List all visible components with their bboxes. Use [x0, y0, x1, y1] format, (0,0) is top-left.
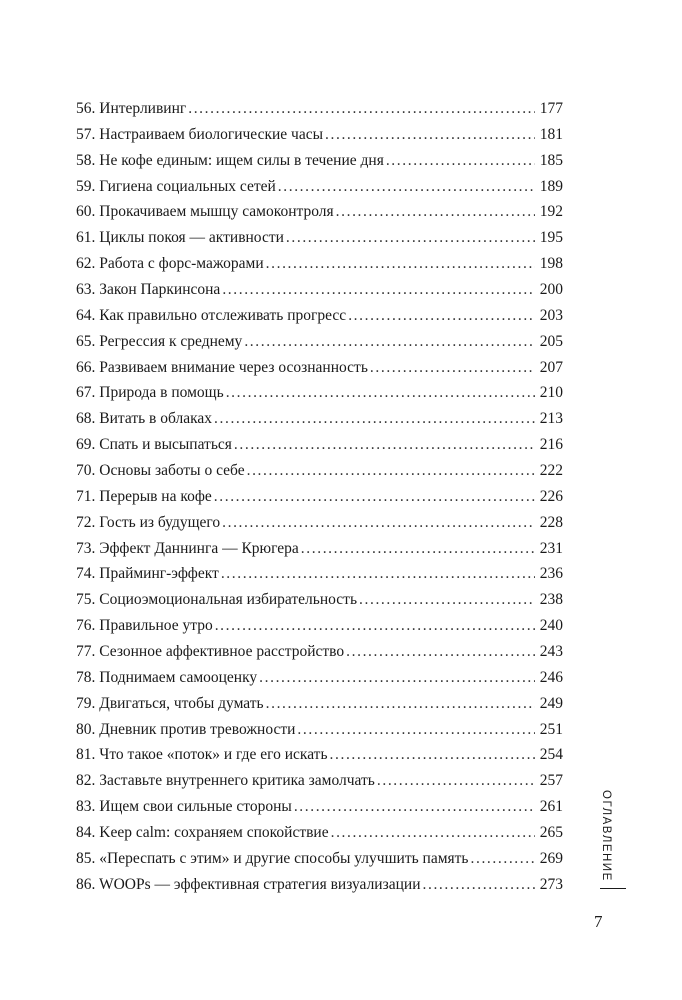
- toc-entry: [76, 536, 563, 562]
- toc-entry: [76, 148, 563, 174]
- toc-entry-title: 56. Интерливинг: [76, 100, 187, 117]
- toc-entry-page: 269: [539, 849, 563, 867]
- toc-entry-title: 83. Ищем свои сильные стороны: [76, 798, 292, 816]
- toc-entry: [76, 458, 563, 484]
- dot-leader: [259, 665, 535, 691]
- toc-entry-page: 207: [539, 358, 563, 376]
- toc-entry-page: 216: [539, 436, 563, 454]
- toc-entry-title: 67. Природа в помощь: [76, 384, 224, 402]
- dot-leader: [471, 846, 536, 872]
- toc-entry: [76, 846, 563, 872]
- dot-leader: [346, 639, 535, 665]
- toc-entry: [76, 303, 563, 329]
- toc-entry-page: 189: [539, 177, 563, 195]
- toc-entry: [76, 122, 563, 148]
- dot-leader: [247, 458, 535, 484]
- toc-entry: [76, 742, 563, 768]
- toc-entry-title: 84. Keep calm: сохраняем спокойствие: [76, 824, 329, 842]
- toc-entry: [76, 587, 563, 613]
- running-head: ОГЛАВЛЕНИЕ: [600, 790, 612, 882]
- table-of-contents: [76, 96, 563, 898]
- dot-leader: [222, 277, 535, 303]
- dot-leader: [294, 794, 535, 820]
- toc-entry-page: 200: [539, 281, 563, 299]
- dot-leader: [331, 820, 535, 846]
- dot-leader: [377, 768, 535, 794]
- toc-entry: [76, 96, 563, 122]
- toc-entry-page: 181: [539, 125, 563, 143]
- toc-entry: [76, 872, 563, 898]
- toc-entry-page: 273: [539, 875, 563, 893]
- toc-entry-page: 254: [539, 746, 563, 764]
- dot-leader: [214, 406, 535, 432]
- toc-entry-page: 243: [539, 643, 563, 661]
- dot-leader: [370, 355, 535, 381]
- dot-leader: [301, 536, 535, 562]
- toc-entry-page: 198: [539, 255, 563, 273]
- toc-entry: [76, 510, 563, 536]
- toc-entry-title: 79. Двигаться, чтобы думать: [76, 694, 264, 712]
- dot-leader: [423, 872, 536, 898]
- toc-entry-title: 69. Спать и высыпаться: [76, 436, 232, 454]
- toc-entry: [76, 199, 563, 225]
- toc-entry-page: 228: [539, 513, 563, 531]
- toc-entry-title: 66. Развиваем внимание через осознанность: [76, 358, 368, 376]
- dot-leader: [359, 587, 535, 613]
- toc-entry-page: 226: [539, 487, 563, 505]
- running-head-rule: [600, 888, 626, 889]
- toc-entry-page: 251: [539, 720, 563, 738]
- dot-leader: [348, 303, 535, 329]
- toc-entry-title: 74. Прайминг-эффект: [76, 565, 219, 583]
- toc-entry-page: 261: [539, 798, 563, 816]
- toc-entry: [76, 561, 563, 587]
- toc-entry-title: 85. «Переспать с этим» и другие способы улучшить память: [76, 849, 469, 867]
- dot-leader: [226, 380, 535, 406]
- toc-entry-title: 75. Социоэмоциональная избирательность: [76, 591, 358, 609]
- toc-entry: [76, 794, 563, 820]
- toc-entry: [76, 639, 563, 665]
- toc-entry-page: 249: [539, 694, 563, 712]
- toc-entry-title: 81. Что такое «поток» и где его искать: [76, 746, 328, 764]
- toc-entry-page: 222: [539, 462, 563, 480]
- toc-entry: [76, 406, 563, 432]
- dot-leader: [244, 329, 535, 355]
- toc-entry-page: 210: [539, 384, 563, 402]
- dot-leader: [286, 225, 535, 251]
- toc-entry-title: 62. Работа с форс-мажорами: [76, 255, 264, 273]
- page-number: 7: [594, 912, 603, 931]
- toc-entry: [76, 277, 563, 303]
- toc-entry-page: 213: [539, 410, 563, 428]
- toc-entry: [76, 691, 563, 717]
- dot-leader: [214, 484, 535, 510]
- toc-entry-title: 59. Гигиена социальных сетей: [76, 177, 276, 195]
- toc-entry-title: 63. Закон Паркинсона: [76, 281, 221, 299]
- toc-entry-title: 64. Как правильно отслеживать прогресс: [76, 306, 347, 324]
- toc-entry-title: 57. Настраиваем биологические часы: [76, 125, 324, 143]
- toc-entry-title: 78. Поднимаем самооценку: [76, 668, 258, 686]
- toc-entry-page: 236: [539, 565, 563, 583]
- toc-entry-title: 72. Гость из будущего: [76, 513, 221, 531]
- toc-entry: [76, 717, 563, 743]
- toc-entry-page: 185: [539, 151, 563, 169]
- toc-entry: [76, 768, 563, 794]
- toc-entry-title: 68. Витать в облаках: [76, 410, 213, 428]
- toc-entry: [76, 355, 563, 381]
- dot-leader: [215, 613, 535, 639]
- toc-entry: [76, 820, 563, 846]
- toc-entry-page: 195: [539, 229, 563, 247]
- toc-entry-title: 82. Заставьте внутреннего критика замолчать: [76, 772, 375, 790]
- dot-leader: [278, 174, 535, 200]
- dot-leader: [325, 122, 535, 148]
- toc-entry: [76, 174, 563, 200]
- toc-entry-title: 60. Прокачиваем мышцу самоконтроля: [76, 203, 334, 221]
- toc-entry-title: 76. Правильное утро: [76, 617, 213, 635]
- dot-leader: [266, 251, 535, 277]
- toc-entry: [76, 380, 563, 406]
- dot-leader: [297, 717, 535, 743]
- toc-entry-page: 246: [539, 668, 563, 686]
- toc-entry-title: 65. Регрессия к среднему: [76, 332, 243, 350]
- toc-entry-title: 61. Циклы покоя — активности: [76, 229, 284, 247]
- toc-entry-title: 73. Эффект Даннинга — Крюгера: [76, 539, 299, 557]
- toc-entry: [76, 613, 563, 639]
- toc-entry: [76, 225, 563, 251]
- toc-entry-title: 77. Сезонное аффективное расстройство: [76, 643, 345, 661]
- dot-leader: [234, 432, 535, 458]
- toc-entry-page: 240: [539, 617, 563, 635]
- dot-leader: [386, 148, 535, 174]
- toc-entry-page: 205: [539, 332, 563, 350]
- dot-leader: [221, 561, 535, 587]
- toc-entry-title: 58. Не кофе единым: ищем силы в течение дня: [76, 151, 384, 169]
- toc-entry-title: 70. Основы заботы о себе: [76, 462, 245, 480]
- toc-entry: [76, 484, 563, 510]
- dot-leader: [330, 742, 535, 768]
- toc-entry-title: 71. Перерыв на кофе: [76, 487, 212, 505]
- dot-leader: [222, 510, 535, 536]
- dot-leader: [336, 199, 535, 225]
- toc-entry: [76, 432, 563, 458]
- toc-entry-page: 238: [539, 591, 563, 609]
- toc-entry-title: 80. Дневник против тревожности: [76, 720, 296, 738]
- dot-leader: [188, 96, 535, 122]
- toc-entry-page: 231: [539, 539, 563, 557]
- toc-entry: [76, 329, 563, 355]
- toc-entry: [76, 665, 563, 691]
- toc-entry-page: 265: [539, 824, 563, 842]
- toc-entry-title: 86. WOOPs — эффективная стратегия визуализации: [76, 875, 421, 893]
- toc-entry-page: 203: [539, 306, 563, 324]
- toc-entry: [76, 251, 563, 277]
- dot-leader: [266, 691, 535, 717]
- toc-entry-page: 177: [539, 100, 563, 117]
- toc-entry-page: 257: [539, 772, 563, 790]
- toc-entry-page: 192: [539, 203, 563, 221]
